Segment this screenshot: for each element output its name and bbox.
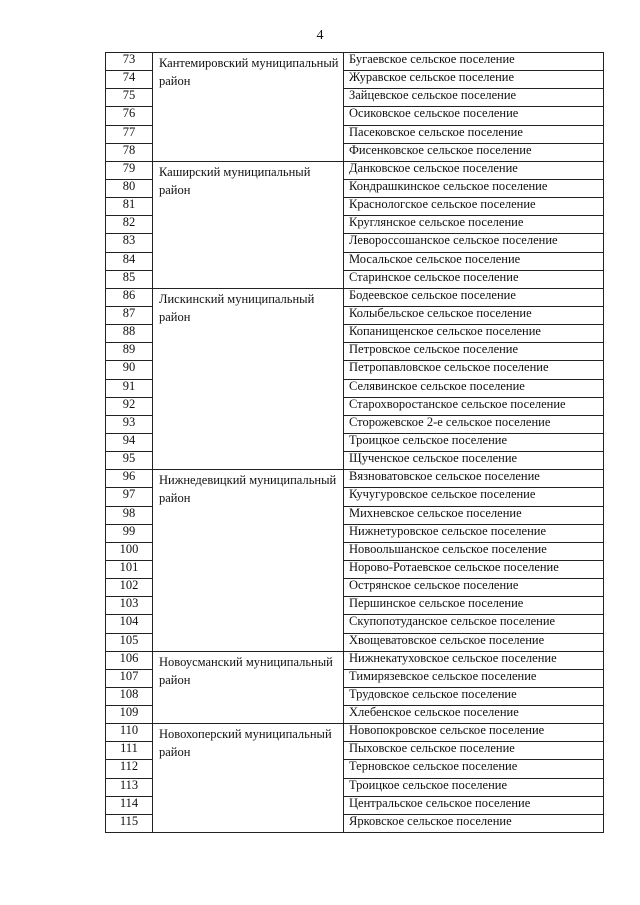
settlement-name: Вязноватовское сельское поселение <box>344 470 604 488</box>
district-name: Лискинский муниципальный район <box>153 288 344 469</box>
settlement-name: Краснологское сельское поселение <box>344 198 604 216</box>
settlement-name: Копанищенское сельское поселение <box>344 325 604 343</box>
row-number: 106 <box>106 651 153 669</box>
row-number: 108 <box>106 687 153 705</box>
settlement-name: Бугаевское сельское поселение <box>344 53 604 71</box>
row-number: 111 <box>106 742 153 760</box>
settlement-name: Норово-Ротаевское сельское поселение <box>344 560 604 578</box>
row-number: 85 <box>106 270 153 288</box>
settlement-name: Щученское сельское поселение <box>344 452 604 470</box>
row-number: 110 <box>106 724 153 742</box>
settlement-name: Пасековское сельское поселение <box>344 125 604 143</box>
settlement-name: Бодеевское сельское поселение <box>344 288 604 306</box>
settlement-name: Скупопотуданское сельское поселение <box>344 615 604 633</box>
settlement-name: Осиковское сельское поселение <box>344 107 604 125</box>
settlement-name: Круглянское сельское поселение <box>344 216 604 234</box>
settlement-name: Ярковское сельское поселение <box>344 814 604 832</box>
row-number: 80 <box>106 179 153 197</box>
row-number: 94 <box>106 433 153 451</box>
page-number: 4 <box>316 28 324 43</box>
row-number: 100 <box>106 542 153 560</box>
settlements-table-wrapper <box>105 52 604 833</box>
settlement-name: Острянское сельское поселение <box>344 579 604 597</box>
district-name: Кантемировский муниципальный район <box>153 53 344 162</box>
row-number: 98 <box>106 506 153 524</box>
settlement-name: Мосальское сельское поселение <box>344 252 604 270</box>
row-number: 90 <box>106 361 153 379</box>
row-number: 88 <box>106 325 153 343</box>
settlement-name: Сторожевское 2-е сельское поселение <box>344 415 604 433</box>
row-number: 96 <box>106 470 153 488</box>
settlement-name: Кондрашкинское сельское поселение <box>344 179 604 197</box>
settlement-name: Нижнетуровское сельское поселение <box>344 524 604 542</box>
row-number: 73 <box>106 53 153 71</box>
row-number: 75 <box>106 89 153 107</box>
district-name: Каширский муниципальный район <box>153 161 344 288</box>
settlements-table-body <box>106 53 604 833</box>
settlement-name: Колыбельское сельское поселение <box>344 306 604 324</box>
settlement-name: Новоольшанское сельское поселение <box>344 542 604 560</box>
row-number: 89 <box>106 343 153 361</box>
settlement-name: Тимирязевское сельское поселение <box>344 669 604 687</box>
row-number: 74 <box>106 71 153 89</box>
settlement-name: Пыховское сельское поселение <box>344 742 604 760</box>
row-number: 95 <box>106 452 153 470</box>
settlement-name: Хвощеватовское сельское поселение <box>344 633 604 651</box>
settlement-name: Троицкое сельское поселение <box>344 433 604 451</box>
row-number: 76 <box>106 107 153 125</box>
table-row <box>106 470 604 488</box>
row-number: 105 <box>106 633 153 651</box>
row-number: 92 <box>106 397 153 415</box>
settlement-name: Журавское сельское поселение <box>344 71 604 89</box>
settlement-name: Левороссошанское сельское поселение <box>344 234 604 252</box>
row-number: 84 <box>106 252 153 270</box>
row-number: 93 <box>106 415 153 433</box>
table-row <box>106 724 604 742</box>
settlement-name: Нижнекатуховское сельское поселение <box>344 651 604 669</box>
row-number: 87 <box>106 306 153 324</box>
settlement-name: Хлебенское сельское поселение <box>344 706 604 724</box>
row-number: 78 <box>106 143 153 161</box>
row-number: 114 <box>106 796 153 814</box>
row-number: 91 <box>106 379 153 397</box>
row-number: 113 <box>106 778 153 796</box>
settlement-name: Михневское сельское поселение <box>344 506 604 524</box>
row-number: 112 <box>106 760 153 778</box>
table-row <box>106 53 604 71</box>
settlement-name: Терновское сельское поселение <box>344 760 604 778</box>
table-row <box>106 288 604 306</box>
settlement-name: Петровское сельское поселение <box>344 343 604 361</box>
table-row <box>106 651 604 669</box>
row-number: 101 <box>106 560 153 578</box>
row-number: 97 <box>106 488 153 506</box>
row-number: 104 <box>106 615 153 633</box>
district-name: Нижнедевицкий муниципальный район <box>153 470 344 651</box>
settlement-name: Селявинское сельское поселение <box>344 379 604 397</box>
settlement-name: Старохворостанское сельское поселение <box>344 397 604 415</box>
row-number: 77 <box>106 125 153 143</box>
settlement-name: Троицкое сельское поселение <box>344 778 604 796</box>
table-row <box>106 161 604 179</box>
row-number: 115 <box>106 814 153 832</box>
settlements-table <box>105 52 604 833</box>
row-number: 102 <box>106 579 153 597</box>
settlement-name: Зайцевское сельское поселение <box>344 89 604 107</box>
settlement-name: Петропавловское сельское поселение <box>344 361 604 379</box>
settlement-name: Центральское сельское поселение <box>344 796 604 814</box>
row-number: 82 <box>106 216 153 234</box>
row-number: 86 <box>106 288 153 306</box>
settlement-name: Першинское сельское поселение <box>344 597 604 615</box>
district-name: Новоусманский муниципальный район <box>153 651 344 724</box>
row-number: 83 <box>106 234 153 252</box>
district-name: Новохоперский муниципальный район <box>153 724 344 833</box>
row-number: 81 <box>106 198 153 216</box>
settlement-name: Трудовское сельское поселение <box>344 687 604 705</box>
settlement-name: Кучугуровское сельское поселение <box>344 488 604 506</box>
settlement-name: Фисенковское сельское поселение <box>344 143 604 161</box>
row-number: 79 <box>106 161 153 179</box>
settlement-name: Данковское сельское поселение <box>344 161 604 179</box>
settlement-name: Старинское сельское поселение <box>344 270 604 288</box>
row-number: 103 <box>106 597 153 615</box>
row-number: 109 <box>106 706 153 724</box>
row-number: 107 <box>106 669 153 687</box>
row-number: 99 <box>106 524 153 542</box>
settlement-name: Новопокровское сельское поселение <box>344 724 604 742</box>
